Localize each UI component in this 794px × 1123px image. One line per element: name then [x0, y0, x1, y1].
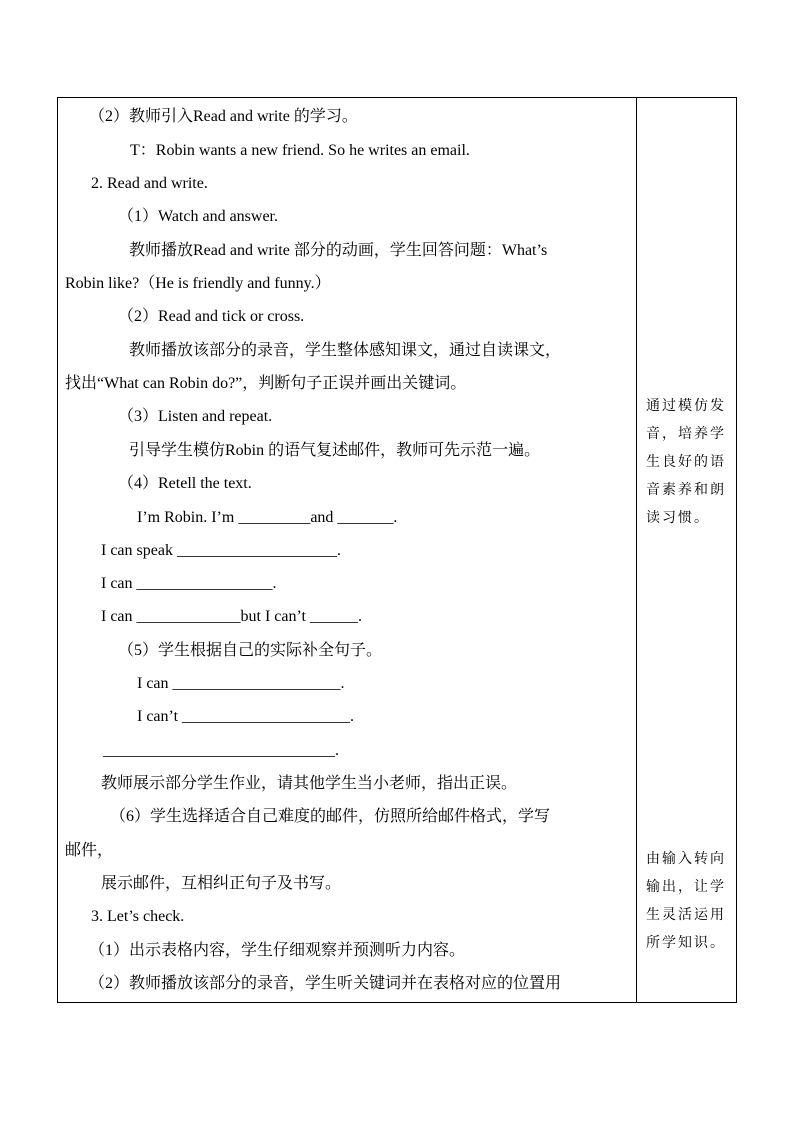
text-line: Robin like?（He is friendly and funny.）: [65, 275, 331, 292]
text-line: （3）Listen and repeat.: [118, 408, 273, 425]
text-line: 2. Read and write.: [91, 175, 208, 192]
text-line: （4）Retell the text.: [118, 475, 252, 492]
text-line: 3. Let’s check.: [91, 908, 185, 925]
text-line: （1）Watch and answer.: [118, 208, 279, 225]
text-line: （1）出示表格内容，学生仔细观察并预测听力内容。: [89, 942, 466, 959]
text-line: I can speak ____________________.: [101, 542, 341, 559]
note-line: 所学知识。: [646, 935, 726, 951]
text-line: I can _____________________.: [137, 675, 345, 692]
note-line: 音素养和朗: [646, 482, 726, 498]
text-line: （2）教师播放该部分的录音，学生听关键词并在表格对应的位置用: [89, 975, 562, 992]
text-line: 教师播放该部分的录音，学生整体感知课文，通过自读课文，: [129, 342, 562, 359]
text-line: （5）学生根据自己的实际补全句子。: [118, 642, 383, 659]
note-line: 通过模仿发: [646, 398, 726, 414]
text-line: 教师播放Read and write 部分的动画，学生回答问题：What’s: [129, 242, 548, 259]
design-note: [646, 845, 734, 957]
text-line: I can _________________.: [101, 575, 277, 592]
column-divider: [636, 97, 637, 1003]
note-line: 输出，让学: [646, 879, 726, 895]
text-line: _____________________________.: [103, 742, 339, 759]
text-line: I’m Robin. I’m _________and _______.: [137, 509, 398, 526]
design-note: [646, 392, 734, 532]
note-line: 由输入转向: [646, 851, 726, 867]
note-line: 读习惯。: [646, 510, 710, 526]
note-line: 生良好的语: [646, 454, 726, 470]
note-line: 生灵活运用: [646, 907, 726, 923]
text-line: （2）Read and tick or cross.: [118, 308, 305, 325]
text-line: 邮件，: [65, 842, 114, 859]
text-line: 引导学生模仿Robin 的语气复述邮件，教师可先示范一遍。: [129, 442, 541, 459]
text-line: （2）教师引入Read and write 的学习。: [89, 108, 358, 125]
text-line: （6）学生选择适合自己难度的邮件，仿照所给邮件格式，学写: [110, 808, 551, 825]
text-line: I can _____________but I can’t ______.: [101, 608, 362, 625]
text-line: 教师展示部分学生作业，请其他学生当小老师，指出正误。: [101, 775, 518, 792]
text-line: 找出“What can Robin do?”，判断句子正误并画出关键词。: [65, 375, 467, 392]
text-line: I can’t _____________________.: [137, 708, 355, 725]
text-line: 展示邮件，互相纠正句子及书写。: [101, 875, 342, 892]
text-line: T：Robin wants a new friend. So he writes an email.: [130, 142, 470, 159]
note-line: 音，培养学: [646, 426, 726, 442]
